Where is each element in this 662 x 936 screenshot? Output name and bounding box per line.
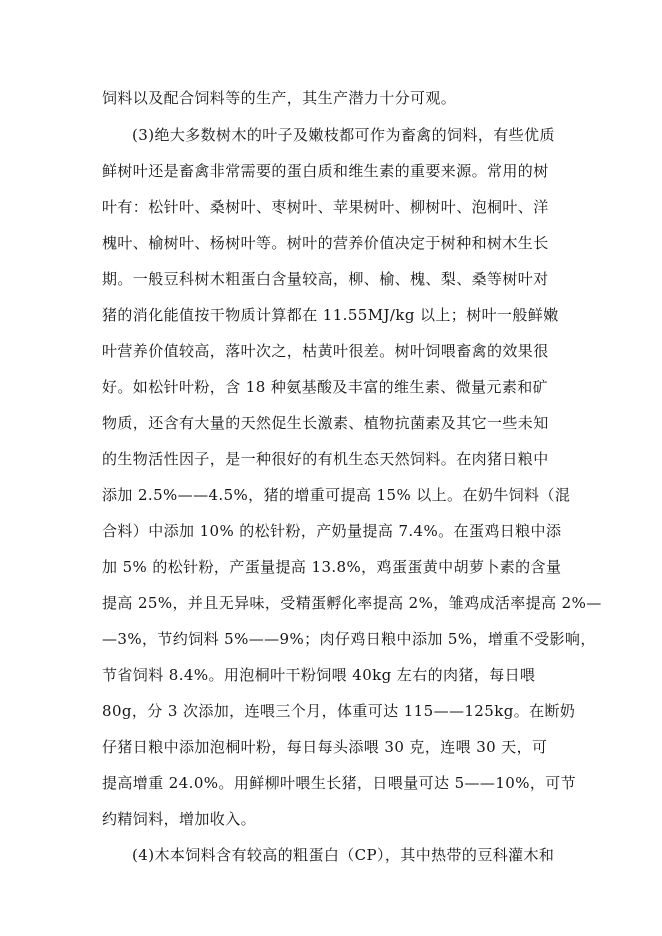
text-line-11: 的生物活性因子，是一种很好的有机生态天然饲料。在肉猪日粮中 xyxy=(102,450,549,468)
text-line-18: 80g，分 3 次添加，连喂三个月，体重可达 115——125kg。在断奶 xyxy=(102,702,576,720)
text-line-15: 提高 25%，并且无异味，受精蛋孵化率提高 2%，雏鸡成活率提高 2%— xyxy=(102,594,602,612)
text-line-6: 期。一般豆科树木粗蛋白含量较高，柳、榆、槐、梨、桑等树叶对 xyxy=(102,270,549,288)
text-line-5: 槐叶、榆树叶、杨树叶等。树叶的营养价值决定于树种和树木生长 xyxy=(102,234,549,252)
text-line-16: —3%，节约饲料 5%——9%；肉仔鸡日粮中添加 5%，增重不受影响， xyxy=(102,630,596,648)
text-line-17: 节省饲料 8.4%。用泡桐叶干粉饲喂 40kg 左右的肉猪，每日喂 xyxy=(102,666,536,684)
text-line-19: 仔猪日粮中添加泡桐叶粉，每日每头添喂 30 克，连喂 30 天，可 xyxy=(102,738,548,756)
text-line-22: (4)木本饲料含有较高的粗蛋白（CP），其中热带的豆科灌木和 xyxy=(132,846,555,864)
text-line-10: 物质，还含有大量的天然促生长激素、植物抗菌素及其它一些未知 xyxy=(102,414,549,432)
text-line-20: 提高增重 24.0%。用鲜柳叶喂生长猪，日喂量可达 5——10%，可节 xyxy=(102,774,577,792)
text-line-3: 鲜树叶还是畜禽非常需要的蛋白质和维生素的重要来源。常用的树 xyxy=(102,162,549,180)
text-line-4: 叶有：松针叶、桑树叶、枣树叶、苹果树叶、柳树叶、泡桐叶、洋 xyxy=(102,198,549,216)
text-line-13: 合料）中添加 10% 的松针粉，产奶量提高 7.4%。在蛋鸡日粮中添 xyxy=(102,522,562,540)
text-line-2: (3)绝大多数树木的叶子及嫩枝都可作为畜禽的饲料，有些优质 xyxy=(132,126,555,144)
text-line-8: 叶营养价值较高，落叶次之，枯黄叶很差。树叶饲喂畜禽的效果很 xyxy=(102,342,549,360)
text-line-14: 加 5% 的松针粉，产蛋量提高 13.8%，鸡蛋蛋黄中胡萝卜素的含量 xyxy=(102,558,562,576)
text-line-1: 饲料以及配合饲料等的生产，其生产潜力十分可观。 xyxy=(102,89,457,107)
text-line-9: 好。如松针叶粉，含 18 种氨基酸及丰富的维生素、微量元素和矿 xyxy=(102,378,549,396)
text-line-7: 猪的消化能值按干物质计算都在 11.55MJ/kg 以上；树叶一般鲜嫩 xyxy=(102,306,559,324)
text-line-12: 添加 2.5%——4.5%，猪的增重可提高 15% 以上。在奶牛饲料（混 xyxy=(102,486,571,504)
text-line-21: 约精饲料，增加收入。 xyxy=(102,810,257,828)
